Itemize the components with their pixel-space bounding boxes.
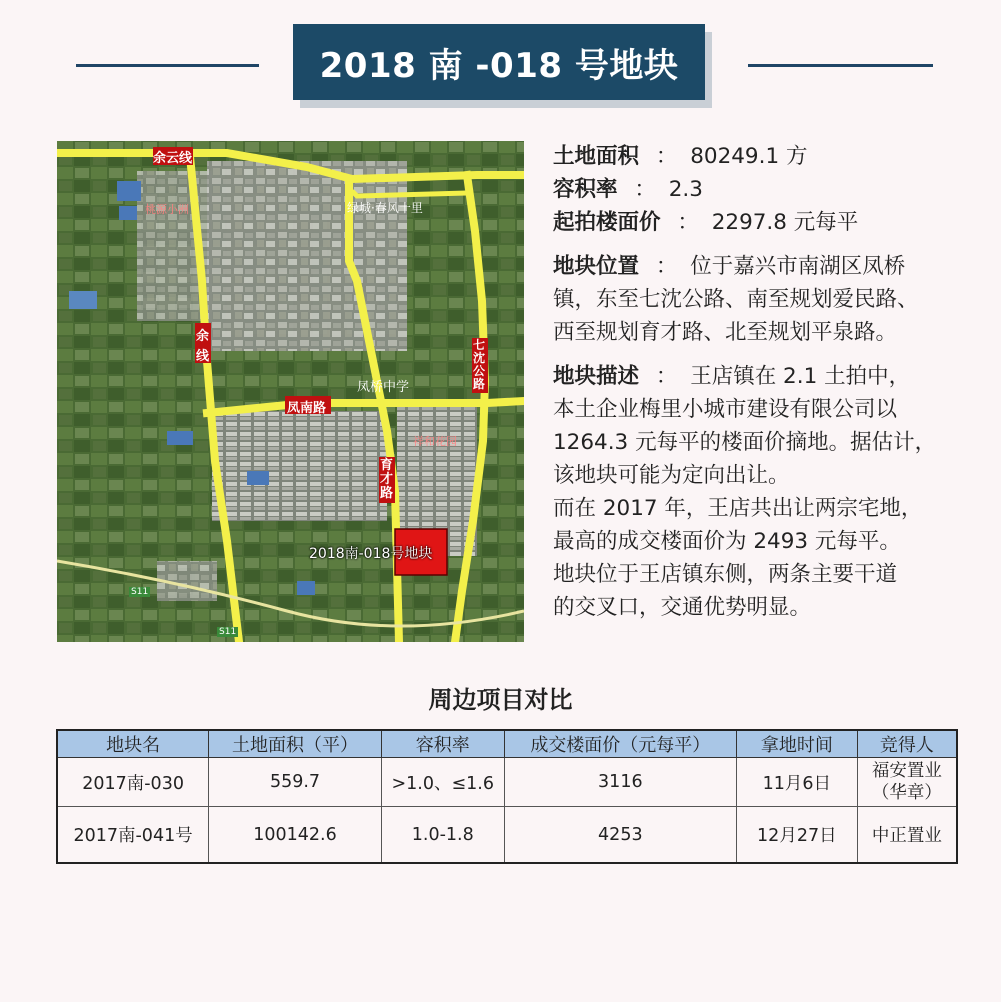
- winner-line: （华章）: [871, 783, 942, 803]
- map-label-parcel: 2018南-018号地块: [309, 546, 433, 562]
- location-block: [553, 250, 993, 349]
- cell-far: >1.0、≤1.6: [381, 758, 504, 807]
- map-label-fengnan-road: 凤南路: [287, 401, 327, 416]
- map-label-s11-b: S11: [219, 627, 237, 637]
- description-line: 最高的成交楼面价为 2493 元每平。: [553, 529, 901, 554]
- col-header: 地块名: [57, 730, 209, 758]
- map-label-yuyun-line: 余云线: [153, 151, 193, 166]
- col-header: 成交楼面价（元每平）: [504, 730, 736, 758]
- description-line: 地块位于王店镇东侧，两条主要干道: [553, 562, 898, 587]
- winner-line: 福安置业: [871, 761, 942, 781]
- map-label-green-city: 绿城·春风十里: [347, 201, 423, 215]
- cell-name: 2017南-041号: [57, 807, 209, 864]
- price-row: [553, 206, 993, 239]
- cell-price: 3116: [504, 758, 736, 807]
- description-line: 该地块可能为定向出让。: [553, 463, 790, 488]
- map-label-yucai-road: 育才路: [380, 458, 394, 501]
- cell-area: 559.7: [209, 758, 382, 807]
- description-block: [553, 360, 993, 624]
- col-header: 竞得人: [857, 730, 957, 758]
- price-sep: ：: [677, 210, 699, 235]
- area-value: 80249.1 方: [690, 144, 808, 169]
- far-row: [553, 173, 993, 206]
- col-header: 土地面积（平）: [209, 730, 382, 758]
- page-title: 2018 南 -018 号地块: [293, 24, 705, 100]
- description-line: 王店镇在 2.1 土拍中，: [690, 364, 911, 389]
- location-sep: ：: [655, 254, 678, 279]
- winner-line: 中正置业: [871, 826, 942, 846]
- location-line: 西至规划育才路、北至规划平泉路。: [553, 320, 898, 345]
- map-label-s11-a: S11: [131, 587, 149, 597]
- map-label-xianghe: 祥和花园: [413, 435, 457, 448]
- cell-winner: [857, 758, 957, 807]
- table-row: [57, 807, 957, 864]
- map-label-yu-line-a: 余: [196, 329, 210, 344]
- satellite-map: [57, 141, 524, 642]
- table-header-row: [57, 730, 957, 758]
- header-rule-left: [76, 64, 259, 67]
- col-header: 容积率: [381, 730, 504, 758]
- map-label-yu-line-b: 线: [196, 349, 210, 364]
- area-sep: ：: [655, 144, 678, 169]
- parcel-info: [553, 140, 993, 624]
- table-row: [57, 758, 957, 807]
- price-label: 起拍楼面价: [553, 210, 661, 235]
- cell-price: 4253: [504, 807, 736, 864]
- col-header: 拿地时间: [737, 730, 858, 758]
- map-label-taoyuan: 桃源小洲: [145, 203, 189, 216]
- location-line: 位于嘉兴市南湖区凤桥: [690, 254, 906, 279]
- cell-far: 1.0-1.8: [381, 807, 504, 864]
- price-value: 2297.8 元每平: [711, 210, 859, 235]
- area-row: [553, 140, 993, 173]
- description-line: 而在 2017 年，王店共出让两宗宅地，: [553, 496, 923, 521]
- comparison-table: [56, 729, 958, 864]
- map-label-fengqiao-school: 凤桥中学: [357, 380, 410, 395]
- location-label: 地块位置: [553, 254, 640, 279]
- far-value: 2.3: [668, 177, 703, 202]
- cell-date: 12月27日: [737, 807, 858, 864]
- cell-area: 100142.6: [209, 807, 382, 864]
- far-sep: ：: [634, 177, 656, 202]
- description-line: 的交叉口，交通优势明显。: [553, 595, 812, 620]
- table-title: 周边项目对比: [428, 686, 573, 714]
- header-rule-right: [748, 64, 933, 67]
- location-line: 镇，东至七沈公路、南至规划爱民路、: [553, 287, 919, 312]
- area-label: 土地面积: [553, 144, 640, 169]
- cell-date: 11月6日: [737, 758, 858, 807]
- far-label: 容积率: [553, 177, 618, 202]
- description-line: 本土企业梅里小城市建设有限公司以: [553, 397, 898, 422]
- cell-name: 2017南-030: [57, 758, 209, 807]
- map-label-qishen-road: 七沈公路: [473, 338, 486, 391]
- description-line: 1264.3 元每平的楼面价摘地。据估计，: [553, 430, 937, 455]
- description-label: 地块描述: [553, 364, 640, 389]
- description-sep: ：: [655, 364, 678, 389]
- cell-winner: [857, 807, 957, 864]
